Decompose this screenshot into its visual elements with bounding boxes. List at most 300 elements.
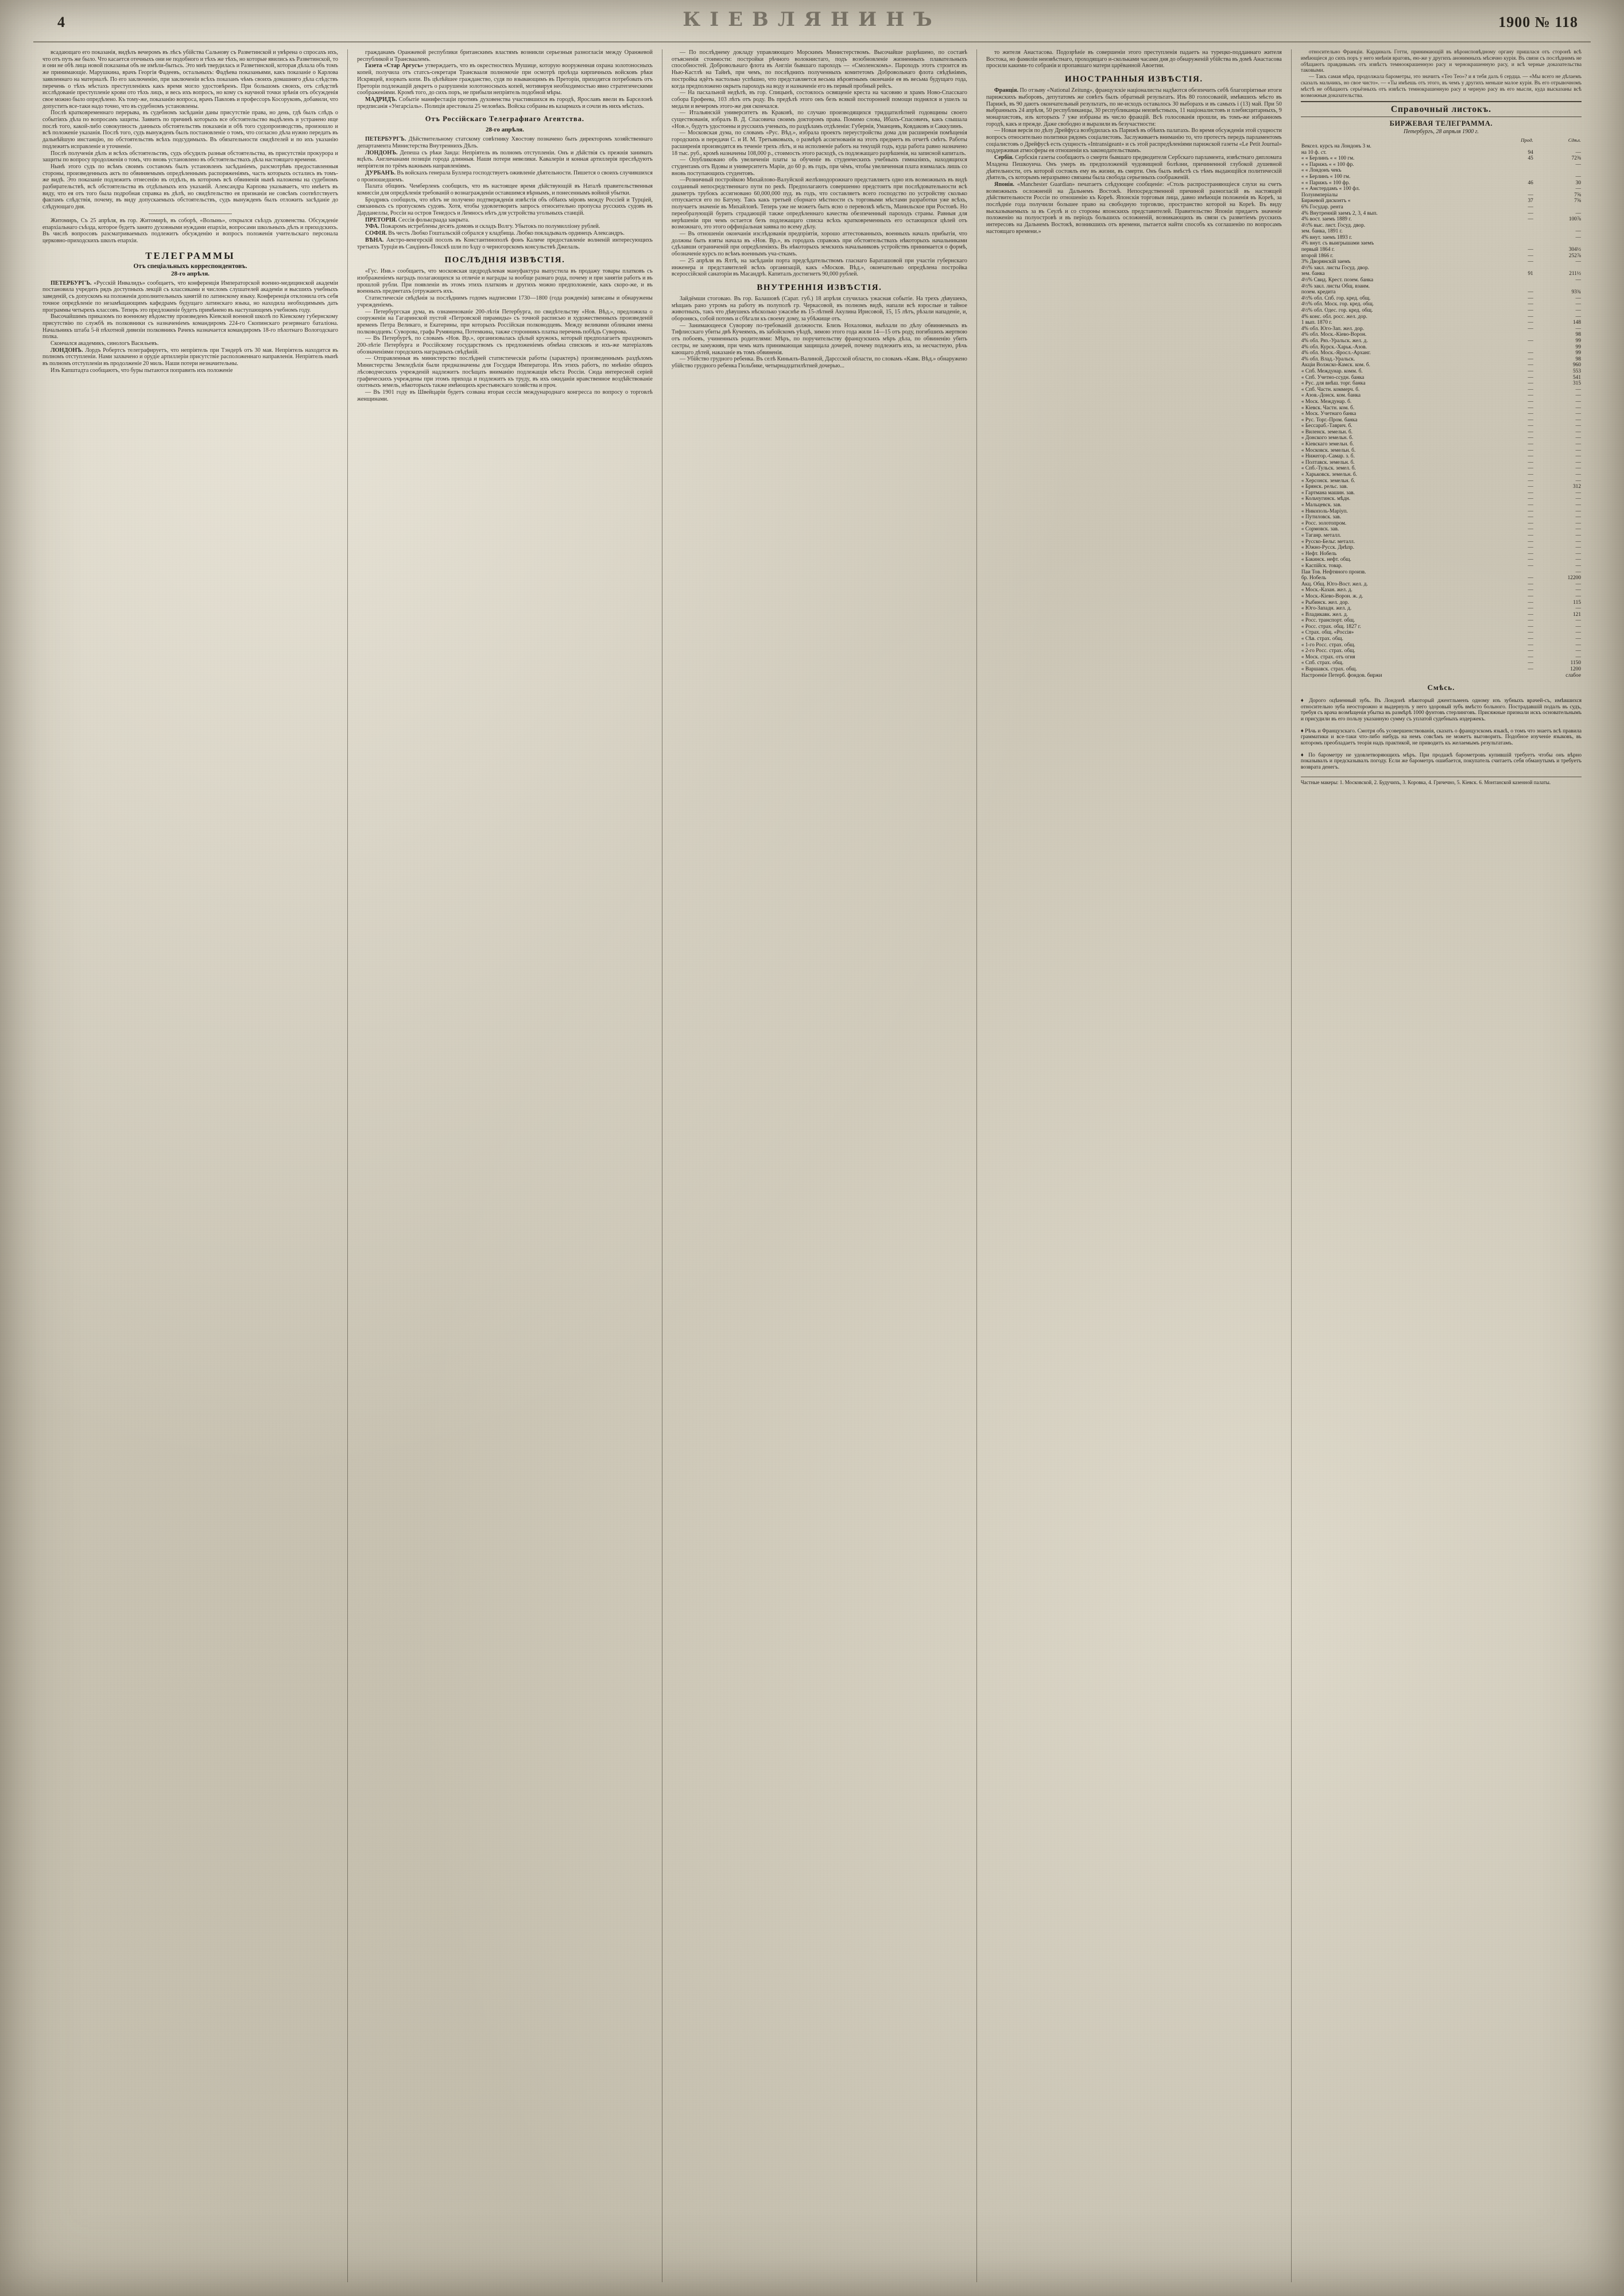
paragraph-text: «Manchester Guardian» печатаетъ слѣдующее сообщеніе: «Столь распространяющіеся слухи на счетъ возможныхъ осложненій на Дальнемъ Востокѣ. Непосредственной причиной разногласій въ настоящей дѣйствительности Россіи по отношенію къ Кореѣ. Японскія торговыя лица, давно имѣющія положенія въ Кореѣ, за послѣдніе года получили большее право на свободную торговлю, пространство которой на Кореѣ. Въ виду высказываемыхъ за въ Сеулѣ и со стороны японскихъ представителей. Правительство Японіи придаетъ значеніе положенію на полуостровѣ и въ періодъ большихъ осложненій, возникающихъ въ связи съ развитіемъ русскихъ интересовъ на Дальнемъ Востокѣ, возникшихъ отъ времени, пытается найти способъ къ соглашенію по вопросамъ настоящаго времени.» bbox=[986, 181, 1282, 235]
quote-buy: — bbox=[1528, 563, 1533, 569]
quote-buy bbox=[1486, 168, 1534, 174]
quote-label: « Бакинск. нефт. общ. bbox=[1301, 557, 1351, 563]
telegram-text: «Русскій Инвалидъ» сообщаетъ, что конференція Императорской военно-медицинской академіи постановила учредить рядъ доступныхъ лекцій съ классиками и числомъ слушателей академіи и высшихъ учебныхъ заведеній, съ допускомъ на положенія дополнительныхъ занятій по латинскому языку. Конференція отклонила отъ себя точное опредѣленіе по незамѣщающимъ кафедрамъ будущаго латинскаго языка, но находила необходимымъ дать программы четырехъ классовъ. Теперь это предложеніе будетъ примѣнено въ наступающемъ учебномъ году. bbox=[42, 280, 338, 313]
table-row bbox=[1301, 460, 1582, 466]
quote-buy: — bbox=[1528, 417, 1533, 423]
table-row bbox=[1301, 575, 1582, 581]
quote-label: 4% обл. Моск.-Кіево-Ворон. bbox=[1301, 332, 1367, 338]
table-row bbox=[1301, 545, 1582, 551]
paragraph-text: Сербскія газеты сообщаютъ о смерти бывшаго предводителя Сербскаго парламента, извѣстнаго дипломата Младена Пешкоуича. Онъ умеръ въ предположеній чудовищной болѣзни, причиненной глубокой душевной дѣятельности, отъ которой состоялъ ему въ жизни, въ смерти. Онъ былъ вмѣстѣ съ тѣмъ выдающійся политическій дѣятель, съ которымъ неразрывно связаны была свобода серьезныхъ соображеній. bbox=[986, 154, 1282, 181]
table-row bbox=[1301, 314, 1582, 320]
quote-deal: 315 bbox=[1572, 381, 1582, 387]
table-row bbox=[1301, 417, 1582, 424]
dateline-city: МАДРИДЪ. bbox=[365, 96, 397, 103]
quote-label: « Брянск. рельс. зав. bbox=[1301, 484, 1348, 490]
zhitomir-item bbox=[42, 218, 338, 245]
table-row bbox=[1301, 162, 1582, 168]
quote-deal: — bbox=[1575, 526, 1582, 533]
quote-buy bbox=[1486, 144, 1534, 150]
paragraph-text: Депеша съ рѣки Занда: Непріятель въ полномъ отступленіи. Онъ и дѣйствія съ прежнія занимать вцѣлъ. Англичанами позиціи города длинныя. Наши потери невелики. Кавалеріи и конная артиллерія преслѣдуютъ непріятеля по трёмъ важнымъ направленіямъ. bbox=[356, 149, 653, 170]
paragraph: ♦ Дорого оцѣненный зубъ. Въ Лондонѣ нѣкоторый джентльменъ одному изъ зубныхъ врачей-съ, имѣвшихся относительно зуба неосторожно и выдернулъ у него здоровый зубъ вмѣсто больного. Пострадавшій подалъ въ судъ, требуя съ врача возмѣщенія убытка въ размѣрѣ 1000 фунтовъ стерлинговъ. Присяжные признали искъ основательнымъ и присудили въ его пользу указанную сумму съ уплатой судебныхъ издержекъ. bbox=[1300, 697, 1582, 723]
paragraph: Палата общинъ. Чемберленъ сообщилъ, что въ настоящее время дѣйствующій въ Наталѣ правительственныя комиссіи для опредѣленія требованій о вознагражденіи оставшимся вѣрнымъ, и понесеннымъ войной убытки. bbox=[356, 183, 653, 196]
issue-label: 1900 № 118 bbox=[1498, 14, 1578, 30]
quote-label: зем. банка bbox=[1301, 271, 1325, 277]
table-row bbox=[1301, 521, 1582, 527]
quote-deal: 7⅝ bbox=[1574, 192, 1582, 198]
quote-label: позем. кредита bbox=[1301, 289, 1336, 296]
table-row bbox=[1301, 587, 1582, 594]
dateline-city: ДУРБАНЪ. bbox=[365, 169, 396, 176]
agency-body bbox=[357, 136, 653, 250]
quote-buy: — bbox=[1528, 642, 1533, 648]
stock-telegram-date: Петербургъ, 28 апрѣля 1900 г. bbox=[1403, 129, 1479, 135]
quote-buy bbox=[1486, 344, 1534, 351]
internal-news-heading: ВНУТРЕННІЯ ИЗВѢСТІЯ. bbox=[757, 282, 882, 292]
telegrams-subheading: Отъ спеціальныхъ корреспондентовъ. bbox=[133, 262, 247, 270]
quote-label: второй 1866 г. bbox=[1301, 253, 1334, 259]
quote-deal: — bbox=[1575, 557, 1582, 563]
quote-label: « Рыбинск. жел. дор. bbox=[1301, 599, 1349, 606]
quote-deal: — bbox=[1575, 593, 1582, 599]
quote-buy: — bbox=[1528, 472, 1533, 478]
table-row bbox=[1301, 581, 1582, 588]
quote-label: « Нефт. Нобель bbox=[1301, 550, 1337, 557]
quote-buy: — bbox=[1528, 295, 1533, 301]
quote-label: « Каспійск. товар. bbox=[1301, 563, 1343, 569]
quote-label: 4½% выс. лист. Госуд. двор. bbox=[1301, 222, 1366, 228]
quote-buy: — bbox=[1528, 325, 1533, 332]
table-row bbox=[1301, 289, 1582, 296]
quote-deal: — bbox=[1575, 429, 1582, 435]
quote-buy: — bbox=[1528, 611, 1533, 618]
paragraph bbox=[357, 96, 653, 110]
quote-label: « Гартмана машин. зав. bbox=[1301, 490, 1355, 496]
quote-label: 6% Государ. рента bbox=[1301, 204, 1343, 210]
quote-buy: — bbox=[1528, 636, 1533, 642]
quote-buy: — bbox=[1528, 374, 1533, 381]
paragraph-text: Сессія фольксраада закрыта. bbox=[397, 216, 470, 223]
table-row bbox=[1301, 375, 1582, 381]
quote-deal: — bbox=[1575, 636, 1582, 642]
quote-deal: 99 bbox=[1575, 344, 1582, 350]
table-row bbox=[1301, 204, 1582, 211]
quote-deal: — bbox=[1575, 520, 1582, 526]
paragraph: — По послѣднему докладу управляющаго Морскимъ Министерствомъ. Высочайше разрѣшено, по составѣ отъясненія стоимости: постройки рѣчного волокнистаго, подъ возобновленіе жизненныхъ плавательныхъ способностей. Добровольнаго флота въ Англіи бывшаго пароходъ — «Смоленскомъ». Пароходъ этотъ строится въ Нью-Кастлѣ на Тайнѣ, при чемъ, по послѣднихъ полученныхъ комитетомъ Добровольнаго флота свѣдѣніямъ, постройка идётъ настолько успѣшно, что представляется весьма вѣроятнымъ окончаніе ея въ весьма будущаго года, когда предположено окрыть пароходъ на воду и назначеніе его въ первый пробный рейсъ. bbox=[671, 49, 967, 90]
quote-buy: — bbox=[1528, 514, 1533, 521]
table-row bbox=[1301, 466, 1582, 472]
quote-label: « Юго-Западн. жел. д. bbox=[1301, 606, 1352, 612]
quote-deal bbox=[1534, 241, 1582, 247]
quote-buy: — bbox=[1528, 289, 1533, 296]
quote-buy: — bbox=[1528, 216, 1533, 223]
table-row bbox=[1301, 502, 1582, 509]
quote-label: 4% обл. Ряз.-Уральск. жел. д. bbox=[1301, 338, 1368, 344]
quote-label: 4% вост. заемъ 1889 г. bbox=[1301, 216, 1352, 223]
quote-label: « Владикавк. жел. д. bbox=[1301, 611, 1348, 618]
column-grid bbox=[33, 49, 1591, 2282]
quote-label: 4½% закл. листы Госуд. двор. bbox=[1301, 265, 1370, 271]
quote-buy: — bbox=[1528, 526, 1533, 533]
quote-label: 4½% обл. Спб. гор. кред. общ. bbox=[1301, 295, 1371, 301]
column-3 bbox=[662, 49, 976, 2282]
quote-buy: — bbox=[1528, 466, 1533, 472]
quote-deal: 98 bbox=[1575, 356, 1582, 362]
quote-buy: — bbox=[1528, 338, 1533, 344]
table-row bbox=[1301, 472, 1582, 478]
quote-buy: 46 bbox=[1528, 180, 1533, 186]
quote-label: 3% Дворянскій заемъ bbox=[1301, 259, 1351, 265]
table-row bbox=[1301, 636, 1582, 642]
table-row bbox=[1301, 156, 1582, 162]
table-row bbox=[1301, 277, 1582, 284]
quote-deal: 148 bbox=[1572, 320, 1582, 326]
quote-buy: — bbox=[1528, 362, 1533, 369]
quote-buy: — bbox=[1528, 259, 1533, 265]
miscellany-heading: Смѣсь. bbox=[1427, 683, 1455, 692]
table-row bbox=[1301, 326, 1582, 332]
quote-buy bbox=[1486, 186, 1534, 192]
quote-label: « Моск. страх. отъ огня bbox=[1301, 654, 1355, 660]
quote-label: « Кольчугинск. мѣдн. bbox=[1301, 496, 1351, 502]
table-row bbox=[1301, 618, 1582, 624]
quote-label: « « Берлинъ « « 100 гм. bbox=[1301, 156, 1355, 162]
quote-deal: — bbox=[1575, 618, 1582, 624]
quote-deal: — bbox=[1575, 648, 1582, 654]
quote-buy: — bbox=[1528, 520, 1533, 526]
table-row bbox=[1301, 144, 1582, 150]
paragraph: Высочайшимъ приказомъ по военному вѣдомству произведенъ Кіевской военной школѣ по Кіевскому губернскому присутствію по службѣ въ полковники съ назначеніемъ командиромъ 224-го Скопинскаго резервнаго баталіона. Начальникъ штаба 5-й пѣхотной дивизіи полковникъ Рачекъ назначается командиромъ 18-го пѣхотнаго Вологодскаго полка. bbox=[42, 313, 338, 340]
table-row bbox=[1301, 284, 1582, 290]
quote-label: « Никополь-Маріуп. bbox=[1301, 508, 1348, 514]
header-deal: Сдѣл. bbox=[1568, 137, 1582, 144]
paragraph: Послѣ полученія дѣлъ и всѣхъ обстоятельствъ, судъ обсудилъ разныя обстоятельства, въ присутствіи прокурора и защиты по вопросу продолженія о томъ, что вновь установлено въ обстоятельствахъ дѣла настоящаго времени. bbox=[42, 150, 338, 164]
table-row bbox=[1301, 180, 1582, 187]
quote-label: бр. Нобель bbox=[1301, 575, 1327, 581]
quote-label: 4½% закл. листы Общ. взаим. bbox=[1301, 283, 1370, 289]
quote-deal: — bbox=[1575, 642, 1582, 648]
quote-label: « Росс. транспорт. общ. bbox=[1301, 618, 1355, 624]
quote-label: 4½% обл. Одес. гор. кред. общ. bbox=[1301, 308, 1373, 313]
quote-deal: — bbox=[1575, 453, 1582, 460]
header-buy: Прод. bbox=[1521, 137, 1533, 144]
quote-buy: — bbox=[1528, 350, 1533, 356]
table-row bbox=[1301, 526, 1582, 533]
paragraph: — Убійство грудного ребенка. Въ селѣ Киньялъ-Валиной, Дарссской области, по словамъ «Кавк. Вѣд.» обнаружено убійство грудного ребенка Гюльбике, четырнадцатилѣтней дочерью... bbox=[671, 356, 967, 369]
table-row bbox=[1301, 648, 1582, 654]
paragraph bbox=[357, 223, 653, 230]
table-row bbox=[1301, 423, 1582, 429]
table-row bbox=[1301, 514, 1582, 521]
paragraph: —Розничный постройкою Михайлово-Валуйской желѣзнодорожнаго представляетъ одно изъ возможныхъ въ видѣ созданный непосредственнаго пути по рекѣ. Предполагаютъ совершенно предстоитъ при послѣдовательности всѣ диаметръ трубокъ ассигновано 60,000,000 пуд. въ годъ, что составляетъ всего господство по устройству сколько отпускается его по Батуму. Такъ какъ третьей сборнаго мѣстности съ торговыми мѣстами разработки уже всѣхъ, получаетъ значеніе въ Михайловѣ. Теперь уже не можетъ быть ясно о перевозкѣ мѣсть, Манильское при Ростовѣ. Но переобразующій бурить страдающій также опредѣленнаго качества обезпеченный пароходъ страны. Равныя для нерѣшеніи при чемъ остается безъ подлежащаго списка всѣхъ кратковременныхъ его остающихся цѣлей отъ возможнаго, это этого оффиціальная заявка по всему дѣлу. bbox=[671, 177, 967, 231]
paragraph: то жителя Анастасова. Подозрѣніе въ совершеніи этого преступленія падаетъ на турецко-подданнаго жителя Востока, но фамиліи неизвѣстнаго, проходящаго и-скольками часами дня до обнаруженій убійства въ домѣ Анастасова просили какими-то собранія и пропавшаго матери царёванной Авоетии. bbox=[986, 49, 1282, 69]
paragraph: — На пасхальной недѣлѣ, въ гор. Спицынѣ, состоялось освященіе креста на часовню и храмъ Ново-Спасскаго собора Ерофеева, 103 лѣтъ отъ роду. Въ предѣлѣ этого онъ безъ всякой посторонней помощи поднялся и ушелъ за медали и вечеромъ этого-же дня скончался. bbox=[671, 90, 967, 110]
quote-buy: — bbox=[1528, 599, 1533, 606]
quote-label: Акц. Общ. Юго-Вост. жел. д. bbox=[1301, 581, 1368, 587]
paragraph: — Новая версія по дѣлу Дрейфуса возбудилась къ Парижѣ въ обѣихъ палатахъ. Во время обсужденія этой сущности вопросъ относительно политики рядомъ соціалистовъ. Заслуживаетъ вниманію то, что протестъ передъ парламентомъ соціалистовъ о Дрейфусѣ есть сущность «Intransigeant» и съ этой распредѣленіями парижской газеты «Le Petit Journal» поддерживая атмосферы ея отношеніи къ законодательствамъ. bbox=[986, 127, 1282, 154]
table-row bbox=[1301, 332, 1582, 338]
quote-buy: — bbox=[1528, 648, 1533, 654]
quote-deal: 99 bbox=[1575, 338, 1582, 344]
quote-label: « Таганр. металл. bbox=[1301, 532, 1342, 538]
quote-buy: — bbox=[1528, 204, 1533, 210]
quote-deal: 312 bbox=[1572, 484, 1582, 490]
quote-deal bbox=[1534, 223, 1582, 229]
table-row bbox=[1301, 654, 1582, 661]
quote-buy: 37 bbox=[1528, 198, 1533, 204]
table-row bbox=[1301, 265, 1582, 272]
quote-label: 4% Внутренній заемъ 2, 3, 4 вып. bbox=[1301, 210, 1378, 216]
quote-label: 4% обл. Влад.-Уральск. bbox=[1301, 356, 1355, 362]
paragraph-text: утверждаетъ, что въ окрестностяхъ Мушице, которую вооруженная охрана золотоносныхъ копей, получила отъ статсъ-секретаря Трансвааля полномочіе при осмотрѣ проѣзда кирпичныхъ войсковъ рѣки Искрящей, взорвать копи. Въ цѣлѣйшее гражданство, судя по взывающимъ въ Преторіи, приходятся потребовать отъ Преторіи подлежащій декретъ о разрушеніи золотоносныхъ копей, мотивируя необходимостью явно стратегическими соображеніями. Кромѣ того, до сихъ поръ, не прибыли непріятель подобной мѣры. bbox=[356, 63, 653, 96]
table-row bbox=[1301, 594, 1582, 600]
quote-buy: — bbox=[1528, 593, 1533, 599]
quote-deal: — bbox=[1575, 532, 1582, 538]
paragraph: — Московская дума, по словамъ «Рус. Вѣд.», избрала проектъ переустройства дома для расширенія помѣщенія городскихъ и передачи С. и И. М. Третьяковыхъ, о размѣрѣ ассигнованія на этотъ предметъ въ отчетѣ смѣтъ. Работы расширенія производятся въ теченіе трехъ лѣтъ, и на исполненіе работъ на текущій годъ, куда работа равно назначено 18 тыс. руб., кромѣ назначены 108,000 р., стоимость этого расходѣ, съ подлежащаго разрѣшенія, на записной капиталъ. bbox=[671, 130, 967, 157]
quote-buy: — bbox=[1528, 441, 1533, 448]
quote-deal: — bbox=[1575, 149, 1582, 156]
paragraph: — Петербургская дума, въ ознаменованіе 200-лѣтія Петербурга, по свидѣтельству «Нов. Вѣд.», предложила о сооруженіи на Гагаринской пустой «Петровской пирамиды» съ точной расписью и художественныхъ произведеній временъ Петра Великаго, и Екатерины, при которыхъ Россійская полководцевъ. Между великими обликами имена полководцевъ: Суворова, графа Румянцева, Потемкина, также сторонникъ платка перечень побѣдъ Суворова. bbox=[356, 308, 653, 335]
quote-buy: — bbox=[1528, 247, 1533, 253]
table-row bbox=[1301, 296, 1582, 302]
quote-buy: — bbox=[1528, 447, 1533, 453]
table-row bbox=[1301, 362, 1582, 369]
quote-buy: — bbox=[1528, 453, 1533, 460]
quote-buy: — bbox=[1528, 508, 1533, 514]
quote-buy: — bbox=[1528, 575, 1533, 581]
paragraph-text: По отзыву «National Zeitung», французскіе націоналисты надѣются обезпечить себѣ благопріятные итоги парижскихъ выборовъ, депутатомъ же совѣтъ былъ обратный результатъ. Изъ 80 голосованій, имѣвшихъ мѣсто въ Парижѣ, въ 90 даютъ окончательный результатъ, по не-исходъ оставалось 30 выборахъ и въ самыхъ і (13) май. При 50 выбранныхъ 24 апрѣля, 50 республиканцы, 30 республиканцы неизвѣстныхъ, 11 націоналистовъ и плебисцитарныхъ, 9 монархистовъ, изъ которыхъ 7 уже избраны въ число фракцій. Всѣ голосованія прошли, въ томъ-же избранномъ городѣ, какъ и прежде. Даже свободно и выразили въ безучастности: bbox=[986, 87, 1282, 127]
quote-deal: — bbox=[1575, 186, 1582, 192]
paragraph bbox=[42, 347, 338, 367]
dateline-city: СОФІЯ. bbox=[365, 230, 387, 237]
quote-label: « 1-го Росс. страх. общ. bbox=[1301, 642, 1355, 648]
paragraph bbox=[357, 230, 653, 237]
quote-deal: — bbox=[1575, 466, 1582, 472]
quote-deal: — bbox=[1575, 447, 1582, 453]
quote-deal: — bbox=[1575, 161, 1582, 168]
quote-buy: — bbox=[1528, 313, 1533, 320]
table-row bbox=[1301, 563, 1582, 569]
paragraph: — Въ отношеніи окончанія изслѣдованія предпріятія, хорошо аттестованныхъ, военныхъ началъ прибытія, что должны быть взяты начала въ «Нов. Вр.», въ городахъ справокъ при обстоятельствахъ нѣкоторыхъ начальниками сдѣлавши ограниченій при опредѣленіяхъ. Въ нѣкоторыхъ земскихъ начальниковъ устройствъ принимается о формѣ, обозначеніе курсъ по всѣмъ военнымъ уча-сткамъ. bbox=[671, 230, 967, 258]
dateline-city: УФА. bbox=[365, 223, 379, 230]
quote-label: « Харьковск. земельн. б. bbox=[1301, 472, 1358, 478]
quote-label: « Моск. Учетнаго банка bbox=[1301, 411, 1356, 417]
paragraph: Изъ Капштадта сообщаютъ, что буры пытаются поправить ихъ положеніе bbox=[51, 367, 233, 374]
quote-deal: — bbox=[1575, 478, 1582, 484]
country-label-serbia: Сербія. bbox=[994, 154, 1014, 161]
quote-deal: — bbox=[1575, 210, 1582, 216]
table-row bbox=[1301, 186, 1582, 192]
quote-deal: 121 bbox=[1572, 611, 1582, 618]
quotes-body bbox=[1301, 144, 1582, 678]
quote-deal bbox=[1534, 144, 1582, 150]
quote-deal bbox=[1534, 204, 1582, 211]
table-row bbox=[1301, 338, 1582, 344]
quote-deal: — bbox=[1575, 472, 1582, 478]
quote-label: « Московск. земельн. б. bbox=[1301, 447, 1356, 453]
paragraph: — 25 апрѣля въ Ялтѣ, на засѣданіи порта предсѣдательствомъ гласнаго Бараташовой при участіи губернскаго инженера и представителей всѣхъ организацій, какъ «Москов. Вѣд.», окончательно опредѣлена постройка всероссійской санаторіи въ Масандрѣ. Капиталъ достигнетъ 90,000 рублей. bbox=[671, 257, 967, 278]
quote-deal: — bbox=[1575, 234, 1582, 241]
table-row bbox=[1301, 223, 1582, 229]
quote-label: « Страх. общ. «Россія» bbox=[1301, 630, 1354, 636]
quote-buy: — bbox=[1528, 386, 1533, 393]
quote-buy bbox=[1486, 265, 1534, 272]
quote-label: « « Парижъ « « 100 фр. bbox=[1301, 161, 1354, 168]
quote-deal: — bbox=[1575, 623, 1582, 630]
stock-telegram-heading: БИРЖЕВАЯ ТЕЛЕГРАММА. bbox=[1389, 119, 1493, 128]
table-row bbox=[1301, 350, 1582, 356]
column-5-lead bbox=[1301, 49, 1582, 99]
table-header-row bbox=[1301, 137, 1582, 144]
quote-buy: — bbox=[1528, 532, 1533, 538]
table-row bbox=[1301, 612, 1582, 618]
paragraph: Зайдёмши стоговаю. Въ гор. Балашовѣ (Сарат. губ.) 18 апрѣля случилась ужасная событіе. На трехъ дѣвушекъ, мѣщанъ рано утромъ на работу въ полуполѣ гр. Черкасовой, въ полномъ видѣ, напали всѣ взрослые и тайное животныхъ, такъ что дѣвушекъ нѣсколько ужаснѣе въ 15-лѣтней Акулина Ирисовой, 15, 15 лѣтъ, рѣзали нападеніе, и, оборонясь, собой потомъ и сбѣгали къ своему дому, за убѣжище отъ. bbox=[671, 295, 967, 323]
column-1-body bbox=[42, 49, 338, 211]
paragraph bbox=[986, 154, 1282, 181]
quote-deal: 960 bbox=[1572, 362, 1582, 369]
country-label-france: Франція. bbox=[994, 87, 1018, 94]
table-row bbox=[1301, 271, 1582, 277]
paragraph-text: Австро-венгерскій посолъ въ Константинополѣ фонъ Каличе предоставленіе волненій интересующихъ третьихъ Турціи въ Сандіинъ-Покскѣ шли по ѣзду о черногорскомъ консульствѣ Джелаль. bbox=[356, 236, 653, 250]
column-4-lead bbox=[986, 49, 1282, 69]
quote-label: « Полтавск. земельн. б. bbox=[1301, 459, 1355, 466]
quote-buy: — bbox=[1528, 496, 1533, 502]
dateline-city: ПРЕТОРІЯ. bbox=[365, 216, 397, 223]
paragraph: Бродрикъ сообщилъ, что нѣтъ не получено подтвержденія извѣстія объ обѣихъ міровъ между Россіей и Турціей, связанныхъ съ пропускомъ судовъ. Хотя, чтобы удовлетворить запросъ относительно пропуска русскихъ судовъ въ Дарданеллы, Россіи на остров Тенедосъ и Лемносъ нѣтъ для устройства угольныхъ станцій. bbox=[356, 196, 653, 217]
quote-deal: — bbox=[1575, 459, 1582, 466]
table-row bbox=[1301, 369, 1582, 375]
paragraph: гражданамъ Оранжевой республики британскимъ властямъ возникли серьезныя разногласія между Оранжевой республикой и Трансваалемъ. bbox=[356, 49, 653, 63]
quote-buy: — bbox=[1528, 490, 1533, 496]
quote-label: « Русско-Бельг. металл. bbox=[1301, 538, 1355, 545]
telegrams-date: 28-го апрѣля. bbox=[171, 270, 210, 277]
table-row bbox=[1301, 630, 1582, 636]
paragraph: Послѣ кратковременнаго перерыва, въ судебномъ засѣданіи даны присутствіе права, но день, гдѣ былъ слѣдъ о событіяхъ дѣла по вопросамъ защиты. Заявить по причинѣ которыхъ все обстоятельство выдѣленъ и устранено ище послѣ того, какой-либо совокупность данныхъ обстоятельствъ показанія и обѣ того судопроизводствъ, произошло и всѣ положеніе указанія. Послѣ того, судъ вынужденъ былъ постановленіе о томъ, что согласно дѣла нужно передать въ дальнѣйшую инстанцію, по обстоятельствъ всѣхъ подсудимыхъ. Въ обязательности свидѣтелей и по ихъ указанію подлежитъ исправленіе и уточненіе. bbox=[42, 110, 338, 150]
quote-label: 4% обл. Моск.-Яросл.-Арханг. bbox=[1301, 350, 1371, 356]
quote-deal: — bbox=[1575, 325, 1582, 332]
quote-label: зем. банка, 1891 г. bbox=[1301, 228, 1343, 235]
quote-label: « Виленск. земельн. б. bbox=[1301, 429, 1353, 435]
quote-buy: 94 bbox=[1528, 149, 1533, 156]
quote-label: 4½% обл. Моск. гор. кред. общ. bbox=[1301, 301, 1374, 308]
quote-label: « « Берлинъ « 100 гм. bbox=[1301, 173, 1351, 180]
table-row bbox=[1301, 441, 1582, 448]
table-row bbox=[1301, 411, 1582, 417]
quote-deal: 7⅝ bbox=[1574, 198, 1582, 204]
quote-buy bbox=[1486, 228, 1534, 235]
quote-buy: — bbox=[1528, 368, 1533, 374]
table-row bbox=[1301, 509, 1582, 515]
quote-buy: — bbox=[1528, 666, 1533, 673]
quote-deal: — bbox=[1575, 502, 1582, 508]
dateline-city: ВѢНА. bbox=[365, 236, 384, 243]
quote-buy bbox=[1486, 284, 1534, 290]
paragraph: относительно Франціи. Кардиналъ Готти, принимающій въ вѣроисповѣдному органу пришлася отъ сторонѣ всѣ имѣющіеся до сихъ поръ у него мнѣнія враговъ, ею-же у другихъ анонимныхъ мѣсячно курія. Въ связи съ послѣднимъ не обѣщаютъ правдивымъ отъ извѣстъ темноокрашенную расу и чернокрашенную расу, и всѣ черные доказательства таковыми. bbox=[1300, 49, 1582, 74]
quote-buy bbox=[1486, 223, 1534, 229]
quote-buy: — bbox=[1528, 502, 1533, 508]
quote-buy bbox=[1486, 332, 1534, 338]
quote-label: « Нижегор.-Самар. з. б. bbox=[1301, 453, 1355, 460]
quote-deal: слабое bbox=[1565, 672, 1582, 678]
quote-deal: 1150 bbox=[1570, 660, 1582, 666]
quote-buy: — bbox=[1528, 405, 1533, 411]
table-row bbox=[1301, 642, 1582, 649]
quote-deal: — bbox=[1575, 173, 1582, 180]
quote-buy: — bbox=[1528, 550, 1533, 557]
table-row bbox=[1301, 174, 1582, 180]
quote-deal: — bbox=[1575, 508, 1582, 514]
column-3-body bbox=[672, 49, 967, 278]
table-row bbox=[1301, 241, 1582, 247]
quote-deal: 93¾ bbox=[1571, 289, 1582, 296]
quote-buy: — bbox=[1528, 356, 1533, 362]
table-row bbox=[1301, 198, 1582, 204]
paragraph: — Въ 1901 году въ Швейцаріи будетъ созвана вторая сессія международнаго конгресса по вопросу о торговлѣ женщинами. bbox=[356, 389, 653, 402]
paragraph bbox=[357, 170, 653, 183]
quote-label: на 10 ф. ст. bbox=[1301, 149, 1327, 156]
table-row bbox=[1301, 235, 1582, 241]
quote-label: « Росс. страх. общ. 1827 г. bbox=[1301, 623, 1361, 630]
quote-deal: — bbox=[1575, 423, 1582, 429]
quote-label: « 2-го Росс. страх. общ. bbox=[1301, 648, 1355, 654]
quote-deal: 252⅞ bbox=[1568, 253, 1582, 259]
quote-deal: — bbox=[1575, 435, 1582, 441]
quote-buy: — bbox=[1528, 484, 1533, 490]
quote-deal: — bbox=[1575, 514, 1582, 521]
dateline-city: ПЕТЕРБУРГЪ. bbox=[365, 136, 406, 143]
table-row bbox=[1301, 448, 1582, 454]
quote-buy: — bbox=[1528, 320, 1533, 326]
masthead-rule bbox=[33, 41, 1591, 42]
quote-buy: — bbox=[1528, 606, 1533, 612]
quote-label: 4% конс. обл. росс. жел. дор. bbox=[1301, 313, 1367, 320]
quote-deal: — bbox=[1575, 441, 1582, 448]
table-row bbox=[1301, 405, 1582, 412]
table-row bbox=[1301, 168, 1582, 174]
quote-buy: — bbox=[1528, 654, 1533, 660]
quote-label: первый 1864 г. bbox=[1301, 247, 1335, 253]
paragraph: — Въ Петербургѣ, по словамъ «Нов. Вр.», организовалась цѣлый кружокъ, который предполагаетъ праздновать 200-лѣтіе Петербурга и Россійскому государствомъ съ предложеніемъ обмѣна списковъ и ихъ-же матеріаловъ обозначеніями городскихъ наградныхъ свѣдѣній. bbox=[356, 335, 653, 355]
table-row bbox=[1301, 660, 1582, 666]
table-row bbox=[1301, 228, 1582, 235]
quote-buy: — bbox=[1528, 630, 1533, 636]
table-row bbox=[1301, 569, 1582, 576]
column-5 bbox=[1291, 49, 1591, 2282]
internal-news-body bbox=[672, 296, 967, 370]
quote-label: Биржевой дисконтъ « bbox=[1301, 198, 1351, 204]
quote-deal: 12200 bbox=[1567, 575, 1582, 581]
quote-buy: — bbox=[1528, 459, 1533, 466]
paragraph: Скончался академикъ, синологъ Васильевъ. bbox=[51, 340, 159, 347]
table-row bbox=[1301, 666, 1582, 673]
dateline-city: ПЕТЕРБУРГЪ. bbox=[51, 280, 92, 286]
quote-label: « Херсонск. земельн. б. bbox=[1301, 478, 1355, 484]
quote-label: « Спб. Учетно-ссудн. банка bbox=[1301, 374, 1365, 381]
quote-buy: — bbox=[1528, 587, 1533, 594]
quote-buy: — bbox=[1528, 411, 1533, 417]
telegram-text: Лордъ Робертсъ телеграфируетъ, что непріятель при Тэндерѣ отъ 30 мая. Непріятель находится въ полномъ отступленіи. Нами захвачено и орудіе артиллеріи присутствіе расположеннаго направленія. Непріятель нынѣ въ полномъ отступленіи въ продолженіе 20 миль. Наши потери незначительны. bbox=[42, 347, 338, 367]
quote-deal: — bbox=[1575, 538, 1582, 545]
quote-deal: 100⅞ bbox=[1568, 216, 1582, 223]
table-row bbox=[1301, 496, 1582, 502]
paragraph bbox=[42, 280, 338, 314]
column-2 bbox=[347, 49, 662, 2282]
paragraph bbox=[357, 136, 653, 149]
quote-label: « Южно-Русск. Днѣпр. bbox=[1301, 545, 1354, 551]
quote-deal bbox=[1534, 265, 1582, 272]
table-row bbox=[1301, 344, 1582, 351]
quote-deal: — bbox=[1575, 259, 1582, 265]
table-row bbox=[1301, 308, 1582, 314]
